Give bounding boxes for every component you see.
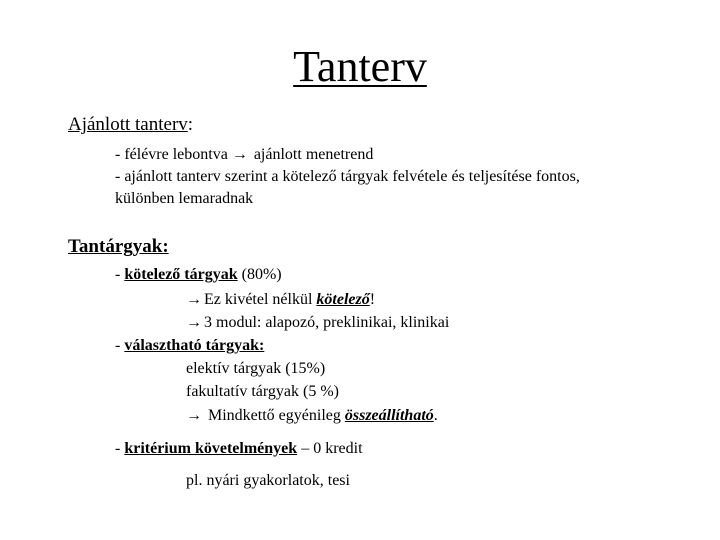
optional-item: fakultatív tárgyak (5 %): [186, 383, 339, 400]
combined-bold: összeállítható: [344, 407, 434, 424]
slide-title: Tanterv: [293, 42, 427, 91]
exception-bold: kötelező: [316, 291, 370, 308]
combined-text: Mindkettő egyénileg: [204, 407, 345, 424]
elective-item: elektív tárgyak (15%): [186, 360, 326, 377]
right-arrow-icon: →: [186, 407, 202, 424]
recommended-line-1: [115, 144, 373, 166]
exception-text: Ez kivétel nélkül: [204, 291, 317, 308]
mandatory-label: kötelező tárgyak: [124, 266, 238, 283]
modules-line: [186, 312, 449, 334]
combined-end: .: [433, 407, 438, 424]
exception-end: !: [369, 291, 376, 308]
criteria-example: pl. nyári gyakorlatok, tesi: [186, 472, 350, 489]
recommended-heading-text: Ajánlott tanterv: [68, 114, 188, 135]
right-arrow-icon: →: [231, 146, 248, 163]
mandatory-exception-line: [186, 289, 375, 311]
criteria-label: kritérium követelmények: [124, 440, 298, 457]
line1-suffix: ajánlott menetrend: [253, 146, 374, 163]
mandatory-dash: -: [115, 266, 125, 283]
recommended-heading-colon: :: [187, 114, 194, 135]
criteria-suffix: – 0 kredit: [297, 440, 363, 457]
section-subjects-heading: Tantárgyak:: [68, 236, 169, 257]
criteria-line: [115, 438, 363, 460]
elective-dash: -: [115, 337, 125, 354]
combined-line: [186, 405, 438, 427]
elective-label: választható tárgyak:: [124, 337, 265, 354]
recommended-line-3: különben lemaradnak: [115, 190, 254, 207]
line1-prefix: - félévre lebontva: [115, 146, 228, 163]
elective-subjects-line: [115, 335, 264, 357]
mandatory-pct: (80%): [237, 266, 282, 283]
section-recommended-heading: [68, 114, 193, 136]
right-arrow-icon: →: [186, 291, 202, 308]
recommended-line-2: - ajánlott tanterv szerint a kötelező tárgyak felvétele és teljesítése fontos,: [115, 168, 580, 185]
modules-text: 3 modul: alapozó, preklinikai, klinikai: [204, 314, 450, 331]
right-arrow-icon: →: [186, 314, 202, 331]
criteria-dash: -: [115, 440, 125, 457]
mandatory-subjects-line: [115, 264, 282, 286]
